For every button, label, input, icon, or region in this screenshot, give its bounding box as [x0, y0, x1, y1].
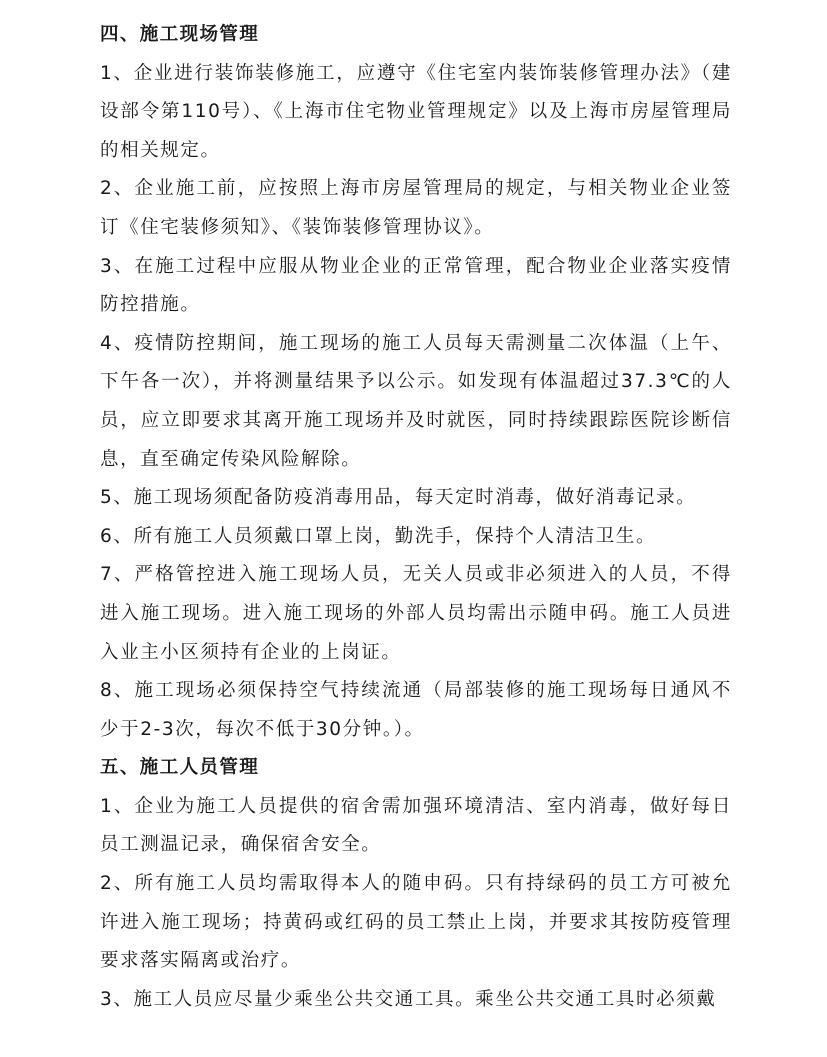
paragraph-item: 7、严格管控进入施工现场人员，无关人员或非必须进入的人员，不得进入施工现场。进入施工现场的外部人员均需出示随申码。施工人员进入业主小区须持有企业的上岗证。: [100, 564, 732, 663]
paragraph-item: 2、企业施工前，应按照上海市房屋管理局的规定，与相关物业企业签订《住宅装修须知》、《装饰装修管理协议》。: [100, 178, 732, 238]
section-heading: 五、施工人员管理: [100, 757, 260, 779]
paragraph-item: 3、施工人员应尽量少乘坐公共交通工具。乘坐公共交通工具时必须戴: [100, 988, 717, 1010]
paragraph-item: 2、所有施工人员均需取得本人的随申码。只有持绿码的员工方可被允许进入施工现场；持黄码或红码的员工禁止上岗，并要求其按防疫管理要求落实隔离或治疗。: [100, 873, 732, 972]
section-heading: 四、施工现场管理: [100, 24, 260, 45]
paragraph-item: 1、企业为施工人员提供的宿舍需加强环境清洁、室内消毒，做好每日员工测温记录，确保宿舍安全。: [100, 795, 732, 856]
paragraph-item: 1、企业进行装饰装修施工，应遵守《住宅室内装饰装修管理办法》（建设部令第110号）、《上海市住宅物业管理规定》以及上海市房屋管理局的相关规定。: [100, 62, 732, 161]
document-page: [100, 16, 732, 1019]
paragraph-item: 8、施工现场必须保持空气持续流通（局部装修的施工现场每日通风不少于2-3次，每次不低于30分钟。）。: [100, 680, 732, 740]
paragraph-item: 6、所有施工人员须戴口罩上岗，勤洗手，保持个人清洁卫生。: [100, 525, 657, 547]
paragraph-item: 5、施工现场须配备防疫消毒用品，每天定时消毒，做好消毒记录。: [100, 487, 697, 509]
paragraph-item: 4、疫情防控期间，施工现场的施工人员每天需测量二次体温（上午、下午各一次），并将测量结果予以公示。如发现有体温超过37.3℃的人员，应立即要求其离开施工现场并及时就医，同时持续跟踪医院诊断信息，直至确定传染风险解除。: [100, 332, 732, 470]
paragraph-item: 3、在施工过程中应服从物业企业的正常管理，配合物业企业落实疫情防控措施。: [100, 255, 732, 316]
